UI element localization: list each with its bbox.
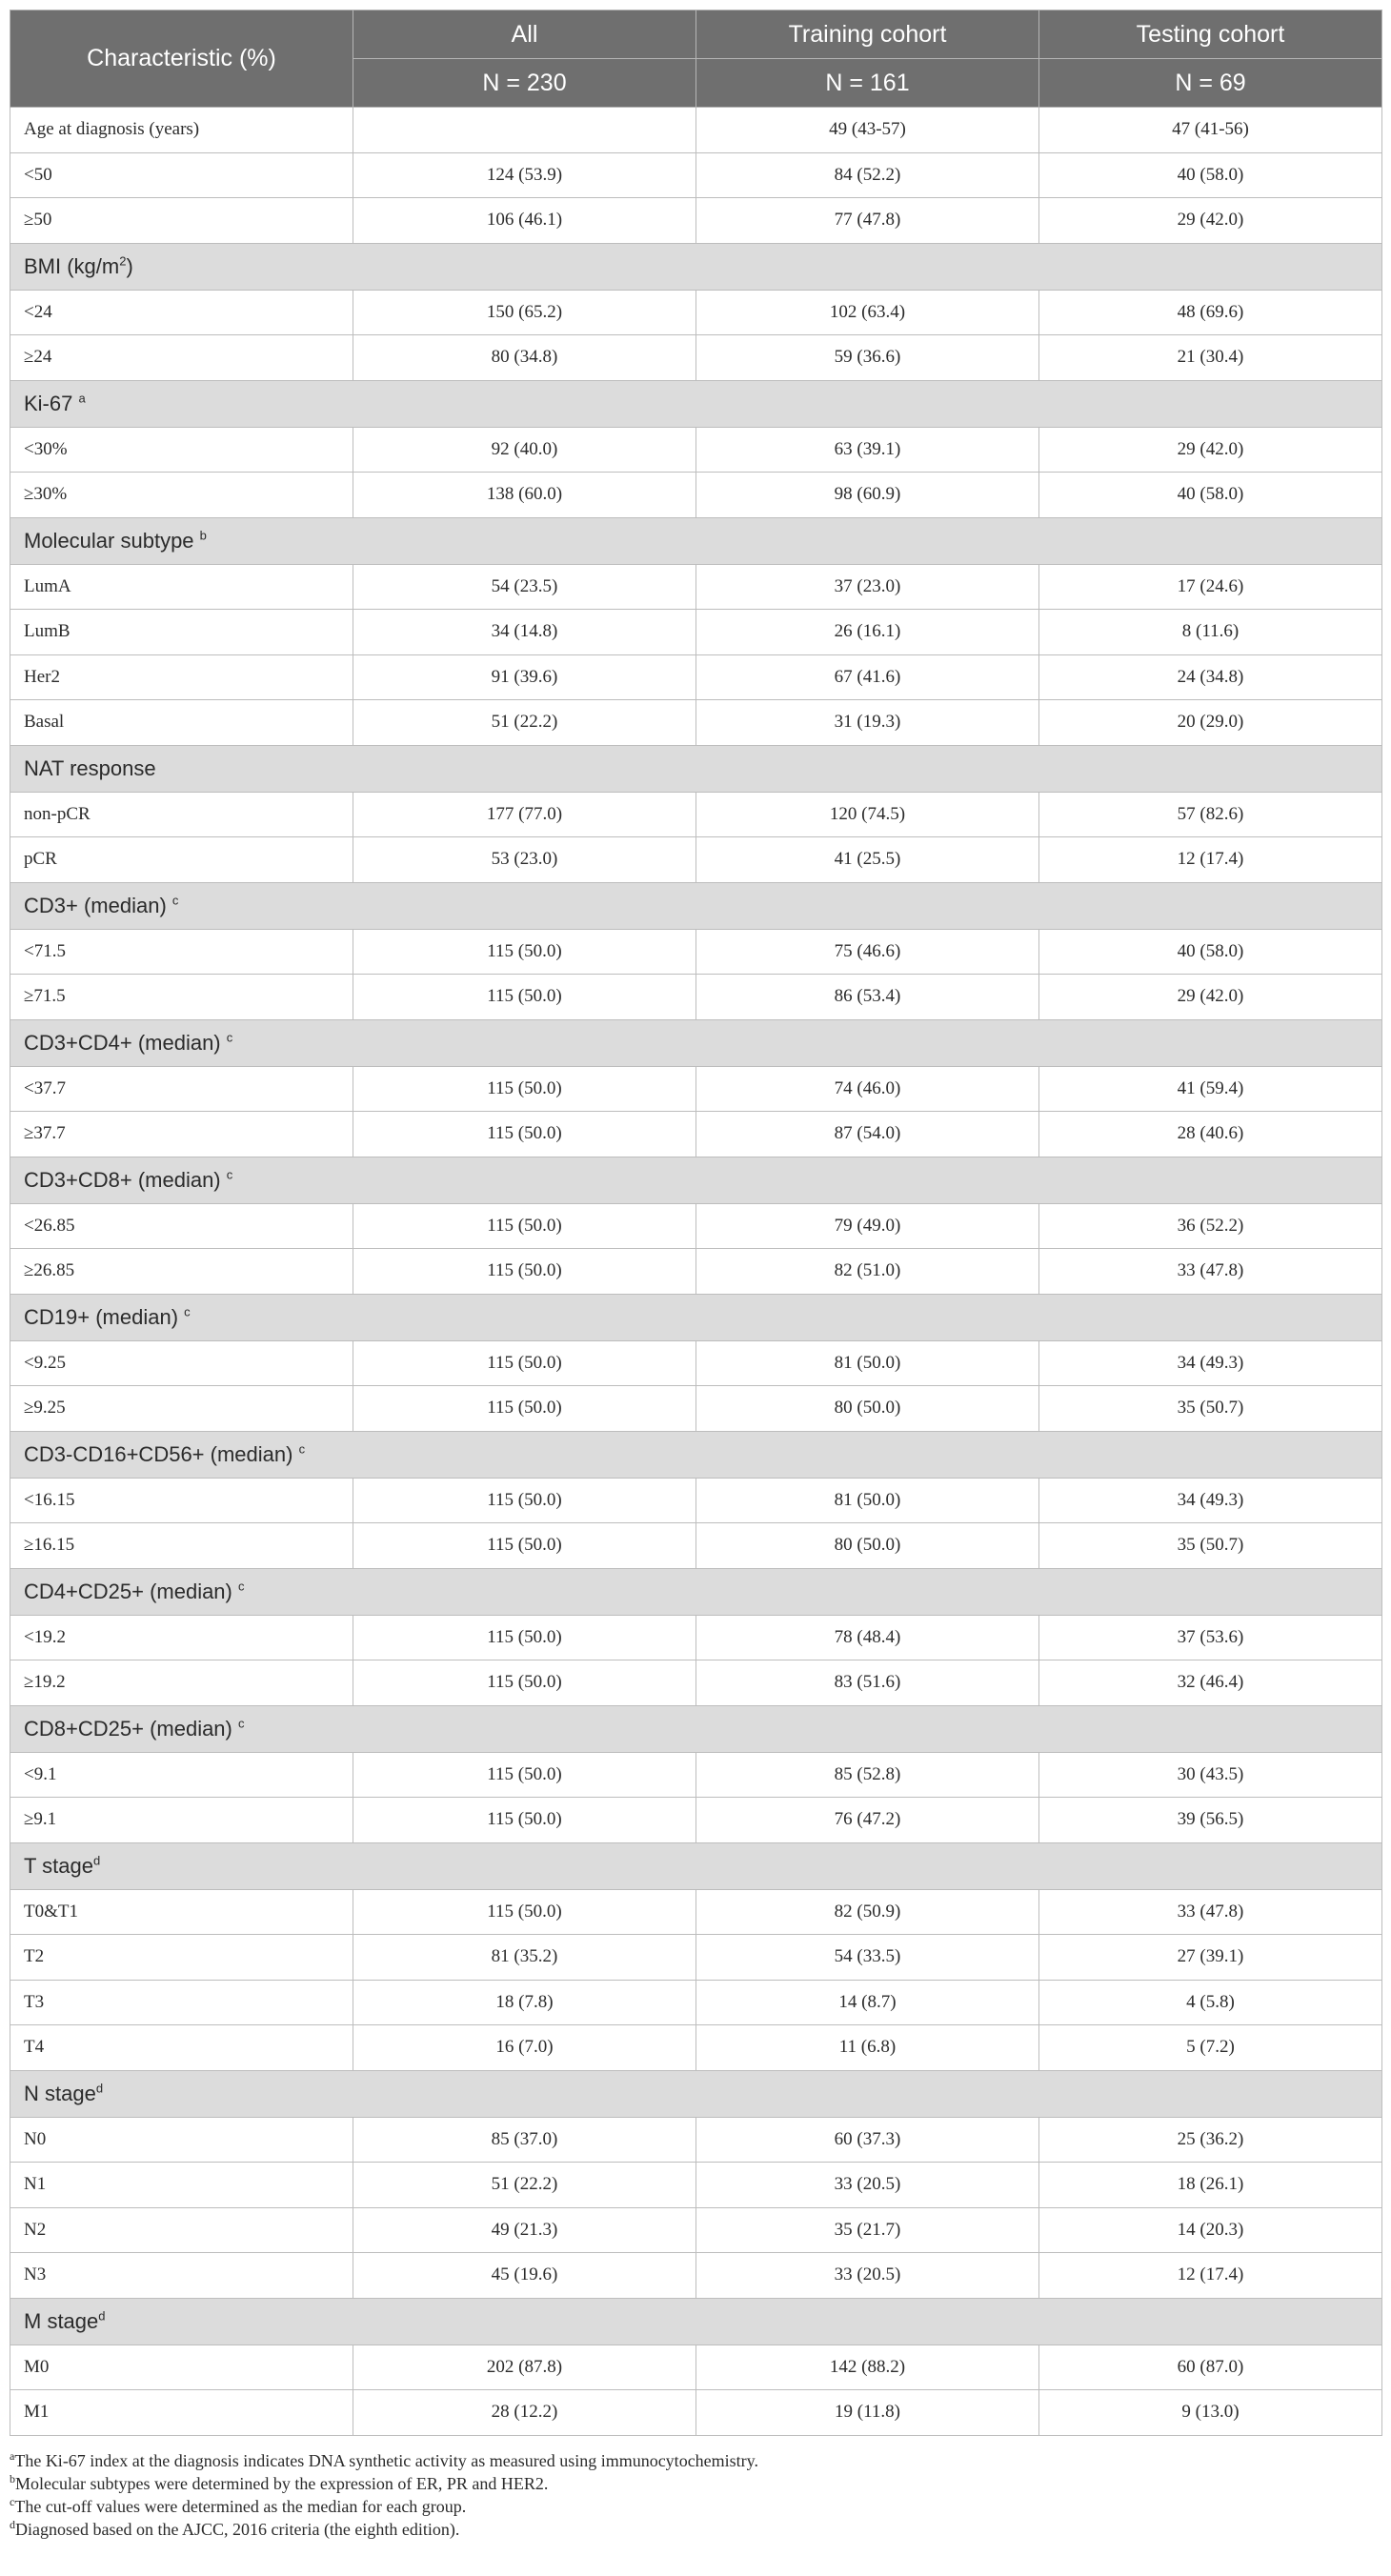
row-label: <9.25 <box>10 1340 353 1386</box>
cell-all: 80 (34.8) <box>353 335 696 381</box>
row-label: N0 <box>10 2117 353 2163</box>
table-row <box>10 2390 1382 2436</box>
cell-training: 84 (52.2) <box>696 152 1039 198</box>
table-row <box>10 564 1382 610</box>
row-label: Basal <box>10 700 353 746</box>
table-body <box>10 108 1382 2436</box>
cell-testing: 18 (26.1) <box>1039 2163 1382 2208</box>
section-label: M stage$^d$ <box>10 2298 1382 2345</box>
cell-all: 34 (14.8) <box>353 610 696 655</box>
row-label: pCR <box>10 837 353 883</box>
section-row <box>10 1431 1382 1478</box>
row-label: LumA <box>10 564 353 610</box>
section-label: CD3-CD16+CD56+ (median) $^c$ <box>10 1431 1382 1478</box>
table-row <box>10 1615 1382 1660</box>
row-label: <50 <box>10 152 353 198</box>
cell-testing: 14 (20.3) <box>1039 2207 1382 2253</box>
cell-training: 54 (33.5) <box>696 1935 1039 1981</box>
table-row <box>10 427 1382 473</box>
footnote-marker: c <box>237 1716 245 1731</box>
header-training: Training cohort <box>696 10 1039 59</box>
cell-training: 11 (6.8) <box>696 2025 1039 2071</box>
table-row <box>10 792 1382 837</box>
cell-training: 41 (25.5) <box>696 837 1039 883</box>
footnote-marker: c <box>237 1579 245 1594</box>
cell-all: 81 (35.2) <box>353 1935 696 1981</box>
table-row <box>10 1112 1382 1157</box>
cell-all: 150 (65.2) <box>353 290 696 335</box>
cell-training: 102 (63.4) <box>696 290 1039 335</box>
cell-all: 45 (19.6) <box>353 2253 696 2299</box>
cell-all: 53 (23.0) <box>353 837 696 883</box>
cell-training: 82 (50.9) <box>696 1889 1039 1935</box>
table-row <box>10 1935 1382 1981</box>
section-label: Ki-67 $^a$ <box>10 380 1382 427</box>
cell-testing: 47 (41-56) <box>1039 108 1382 153</box>
section-label: CD8+CD25+ (median) $^c$ <box>10 1705 1382 1752</box>
table-row <box>10 152 1382 198</box>
cell-testing: 17 (24.6) <box>1039 564 1382 610</box>
cell-training: 76 (47.2) <box>696 1798 1039 1843</box>
row-label: ≥30% <box>10 473 353 518</box>
cell-testing: 32 (46.4) <box>1039 1660 1382 1706</box>
cell-testing: 35 (50.7) <box>1039 1386 1382 1432</box>
cell-training: 59 (36.6) <box>696 335 1039 381</box>
row-label: ≥16.15 <box>10 1523 353 1569</box>
row-label: ≥37.7 <box>10 1112 353 1157</box>
footnote-text: The cut-off values were determined as the median for each group. <box>14 2496 467 2516</box>
table-row <box>10 1889 1382 1935</box>
table-row <box>10 198 1382 244</box>
cell-testing: 39 (56.5) <box>1039 1798 1382 1843</box>
table-row <box>10 1478 1382 1523</box>
section-row <box>10 2298 1382 2345</box>
row-label: ≥71.5 <box>10 975 353 1020</box>
cell-training: 78 (48.4) <box>696 1615 1039 1660</box>
footnote-marker: d <box>98 2308 106 2324</box>
row-label: <71.5 <box>10 929 353 975</box>
cell-testing: 40 (58.0) <box>1039 152 1382 198</box>
cell-testing: 4 (5.8) <box>1039 1980 1382 2025</box>
footnote-marker: c <box>226 1167 233 1182</box>
table-row <box>10 290 1382 335</box>
table-row <box>10 1386 1382 1432</box>
table-row <box>10 700 1382 746</box>
cell-training: 80 (50.0) <box>696 1386 1039 1432</box>
section-row <box>10 745 1382 792</box>
table-container <box>10 10 1381 2541</box>
cell-training: 81 (50.0) <box>696 1478 1039 1523</box>
table-row <box>10 1066 1382 1112</box>
row-label: M0 <box>10 2345 353 2390</box>
cell-all: 115 (50.0) <box>353 975 696 1020</box>
cell-testing: 12 (17.4) <box>1039 2253 1382 2299</box>
footnote <box>10 2495 1381 2518</box>
section-label: BMI $(kg/m^2)$ <box>10 243 1382 290</box>
table-row <box>10 1203 1382 1249</box>
cell-testing: 20 (29.0) <box>1039 700 1382 746</box>
cell-all: 115 (50.0) <box>353 1660 696 1706</box>
footnote-marker: c <box>184 1304 191 1319</box>
cell-all: 115 (50.0) <box>353 1798 696 1843</box>
footnote-marker: a <box>10 2448 15 2463</box>
cell-training: 80 (50.0) <box>696 1523 1039 1569</box>
cell-testing: 27 (39.1) <box>1039 1935 1382 1981</box>
row-label: T4 <box>10 2025 353 2071</box>
header-testing: Testing cohort <box>1039 10 1382 59</box>
row-label: ≥19.2 <box>10 1660 353 1706</box>
section-label: CD19+ (median) $^c$ <box>10 1294 1382 1340</box>
section-row <box>10 1157 1382 1203</box>
cell-testing: 29 (42.0) <box>1039 975 1382 1020</box>
cell-all: 28 (12.2) <box>353 2390 696 2436</box>
cell-all: 51 (22.2) <box>353 700 696 746</box>
table-row <box>10 2253 1382 2299</box>
cell-training: 37 (23.0) <box>696 564 1039 610</box>
footnote-marker: b <box>199 528 207 543</box>
section-row <box>10 882 1382 929</box>
section-row <box>10 380 1382 427</box>
row-label: ≥9.1 <box>10 1798 353 1843</box>
row-label: <30% <box>10 427 353 473</box>
table-row <box>10 2163 1382 2208</box>
section-label: NAT response <box>10 745 1382 792</box>
footnote <box>10 2449 1381 2472</box>
cell-testing: 5 (7.2) <box>1039 2025 1382 2071</box>
table-row <box>10 2025 1382 2071</box>
cell-all: 177 (77.0) <box>353 792 696 837</box>
cell-testing: 33 (47.8) <box>1039 1889 1382 1935</box>
table-row <box>10 1660 1382 1706</box>
cell-training: 14 (8.7) <box>696 1980 1039 2025</box>
section-label: N stage$^d$ <box>10 2070 1382 2117</box>
cell-testing: 33 (47.8) <box>1039 1249 1382 1295</box>
section-row <box>10 517 1382 564</box>
cell-testing: 21 (30.4) <box>1039 335 1382 381</box>
row-label: N1 <box>10 2163 353 2208</box>
table-row <box>10 654 1382 700</box>
table-row <box>10 929 1382 975</box>
row-label: LumB <box>10 610 353 655</box>
cell-testing: 8 (11.6) <box>1039 610 1382 655</box>
table-row <box>10 1752 1382 1798</box>
cell-testing: 24 (34.8) <box>1039 654 1382 700</box>
row-label: Her2 <box>10 654 353 700</box>
section-row <box>10 1019 1382 1066</box>
row-label: T0&T1 <box>10 1889 353 1935</box>
cell-testing: 28 (40.6) <box>1039 1112 1382 1157</box>
cell-training: 87 (54.0) <box>696 1112 1039 1157</box>
cell-testing: 29 (42.0) <box>1039 198 1382 244</box>
cell-testing: 41 (59.4) <box>1039 1066 1382 1112</box>
section-row <box>10 2070 1382 2117</box>
footnote-text: Molecular subtypes were determined by the expression of ER, PR and HER2. <box>15 2473 549 2493</box>
cell-training: 81 (50.0) <box>696 1340 1039 1386</box>
cell-all: 18 (7.8) <box>353 1980 696 2025</box>
row-label: <24 <box>10 290 353 335</box>
footnote-marker: c <box>226 1030 233 1045</box>
footnote-marker: a <box>78 391 86 406</box>
table-row <box>10 1249 1382 1295</box>
cell-training: 77 (47.8) <box>696 198 1039 244</box>
footnote-text: Diagnosed based on the AJCC, 2016 criteria (the eighth edition). <box>15 2519 460 2539</box>
table-row <box>10 610 1382 655</box>
cell-training: 74 (46.0) <box>696 1066 1039 1112</box>
footnote-marker: d <box>95 2081 104 2096</box>
cell-all: 115 (50.0) <box>353 1889 696 1935</box>
cell-all: 115 (50.0) <box>353 1249 696 1295</box>
footnote-marker: b <box>10 2471 15 2485</box>
cell-training: 63 (39.1) <box>696 427 1039 473</box>
table-row <box>10 2207 1382 2253</box>
cell-all: 115 (50.0) <box>353 1203 696 1249</box>
header-all: All <box>353 10 696 59</box>
section-row <box>10 243 1382 290</box>
row-label: <9.1 <box>10 1752 353 1798</box>
header-testing-n: N = 69 <box>1039 59 1382 108</box>
footnote <box>10 2518 1381 2541</box>
cell-testing: 9 (13.0) <box>1039 2390 1382 2436</box>
table-row <box>10 2345 1382 2390</box>
cell-all: 202 (87.8) <box>353 2345 696 2390</box>
cell-all: 124 (53.9) <box>353 152 696 198</box>
row-label: <19.2 <box>10 1615 353 1660</box>
cell-all: 115 (50.0) <box>353 1615 696 1660</box>
cell-testing: 60 (87.0) <box>1039 2345 1382 2390</box>
cell-testing: 34 (49.3) <box>1039 1478 1382 1523</box>
footnotes <box>10 2449 1381 2541</box>
table-row <box>10 1798 1382 1843</box>
table-row <box>10 975 1382 1020</box>
cell-all: 115 (50.0) <box>353 929 696 975</box>
cell-training: 82 (51.0) <box>696 1249 1039 1295</box>
table-row <box>10 335 1382 381</box>
footnote-marker: 2 <box>119 253 127 269</box>
cell-testing: 37 (53.6) <box>1039 1615 1382 1660</box>
row-label: non-pCR <box>10 792 353 837</box>
table-row <box>10 108 1382 153</box>
cell-testing: 12 (17.4) <box>1039 837 1382 883</box>
cell-all: 51 (22.2) <box>353 2163 696 2208</box>
cell-all: 115 (50.0) <box>353 1752 696 1798</box>
cell-training: 120 (74.5) <box>696 792 1039 837</box>
section-row <box>10 1705 1382 1752</box>
header-all-n: N = 230 <box>353 59 696 108</box>
cell-testing: 48 (69.6) <box>1039 290 1382 335</box>
cell-training: 35 (21.7) <box>696 2207 1039 2253</box>
section-row <box>10 1294 1382 1340</box>
row-label: T3 <box>10 1980 353 2025</box>
table-row <box>10 837 1382 883</box>
header-characteristic: Characteristic (%) <box>10 10 353 108</box>
cell-training: 49 (43-57) <box>696 108 1039 153</box>
cell-training: 83 (51.6) <box>696 1660 1039 1706</box>
cell-training: 85 (52.8) <box>696 1752 1039 1798</box>
cell-testing: 34 (49.3) <box>1039 1340 1382 1386</box>
header-training-n: N = 161 <box>696 59 1039 108</box>
characteristics-table <box>10 10 1382 2436</box>
section-row <box>10 1568 1382 1615</box>
section-label: Molecular subtype $^b$ <box>10 517 1382 564</box>
table-header <box>10 10 1382 108</box>
cell-all: 115 (50.0) <box>353 1523 696 1569</box>
cell-training: 98 (60.9) <box>696 473 1039 518</box>
cell-testing: 36 (52.2) <box>1039 1203 1382 1249</box>
cell-all <box>353 108 696 153</box>
row-label: Age at diagnosis (years) <box>10 108 353 153</box>
row-label: M1 <box>10 2390 353 2436</box>
cell-training: 67 (41.6) <box>696 654 1039 700</box>
section-row <box>10 1842 1382 1889</box>
cell-all: 115 (50.0) <box>353 1112 696 1157</box>
table-row <box>10 1523 1382 1569</box>
cell-all: 106 (46.1) <box>353 198 696 244</box>
cell-testing: 40 (58.0) <box>1039 929 1382 975</box>
cell-training: 75 (46.6) <box>696 929 1039 975</box>
row-label: ≥50 <box>10 198 353 244</box>
row-label: <37.7 <box>10 1066 353 1112</box>
section-label: CD3+ (median) $^c$ <box>10 882 1382 929</box>
footnote <box>10 2472 1381 2495</box>
cell-all: 49 (21.3) <box>353 2207 696 2253</box>
footnote-text: The Ki-67 index at the diagnosis indicates DNA synthetic activity as measured using immunocytochemistry. <box>14 2450 758 2470</box>
row-label: N3 <box>10 2253 353 2299</box>
cell-all: 115 (50.0) <box>353 1066 696 1112</box>
cell-all: 91 (39.6) <box>353 654 696 700</box>
cell-all: 16 (7.0) <box>353 2025 696 2071</box>
cell-training: 142 (88.2) <box>696 2345 1039 2390</box>
footnote-marker: c <box>10 2494 15 2508</box>
row-label: ≥24 <box>10 335 353 381</box>
row-label: <26.85 <box>10 1203 353 1249</box>
table-row <box>10 473 1382 518</box>
cell-all: 115 (50.0) <box>353 1340 696 1386</box>
footnote-marker: d <box>92 1853 101 1868</box>
cell-training: 19 (11.8) <box>696 2390 1039 2436</box>
footnote-marker: d <box>10 2517 15 2531</box>
cell-testing: 29 (42.0) <box>1039 427 1382 473</box>
table-row <box>10 1340 1382 1386</box>
cell-all: 115 (50.0) <box>353 1386 696 1432</box>
footnote-marker: c <box>171 893 179 908</box>
cell-testing: 25 (36.2) <box>1039 2117 1382 2163</box>
section-label: CD3+CD4+ (median) $^c$ <box>10 1019 1382 1066</box>
cell-all: 138 (60.0) <box>353 473 696 518</box>
cell-training: 31 (19.3) <box>696 700 1039 746</box>
cell-testing: 35 (50.7) <box>1039 1523 1382 1569</box>
footnote-marker: c <box>298 1441 306 1457</box>
cell-training: 79 (49.0) <box>696 1203 1039 1249</box>
cell-training: 26 (16.1) <box>696 610 1039 655</box>
row-label: <16.15 <box>10 1478 353 1523</box>
cell-testing: 57 (82.6) <box>1039 792 1382 837</box>
section-label: T stage$^d$ <box>10 1842 1382 1889</box>
row-label: ≥26.85 <box>10 1249 353 1295</box>
row-label: T2 <box>10 1935 353 1981</box>
cell-training: 60 (37.3) <box>696 2117 1039 2163</box>
cell-training: 33 (20.5) <box>696 2253 1039 2299</box>
table-row <box>10 1980 1382 2025</box>
cell-training: 86 (53.4) <box>696 975 1039 1020</box>
row-label: N2 <box>10 2207 353 2253</box>
cell-all: 85 (37.0) <box>353 2117 696 2163</box>
cell-all: 54 (23.5) <box>353 564 696 610</box>
section-label: CD4+CD25+ (median) $^c$ <box>10 1568 1382 1615</box>
cell-training: 33 (20.5) <box>696 2163 1039 2208</box>
cell-all: 92 (40.0) <box>353 427 696 473</box>
table-row <box>10 2117 1382 2163</box>
cell-all: 115 (50.0) <box>353 1478 696 1523</box>
row-label: ≥9.25 <box>10 1386 353 1432</box>
cell-testing: 40 (58.0) <box>1039 473 1382 518</box>
section-label: CD3+CD8+ (median) $^c$ <box>10 1157 1382 1203</box>
cell-testing: 30 (43.5) <box>1039 1752 1382 1798</box>
